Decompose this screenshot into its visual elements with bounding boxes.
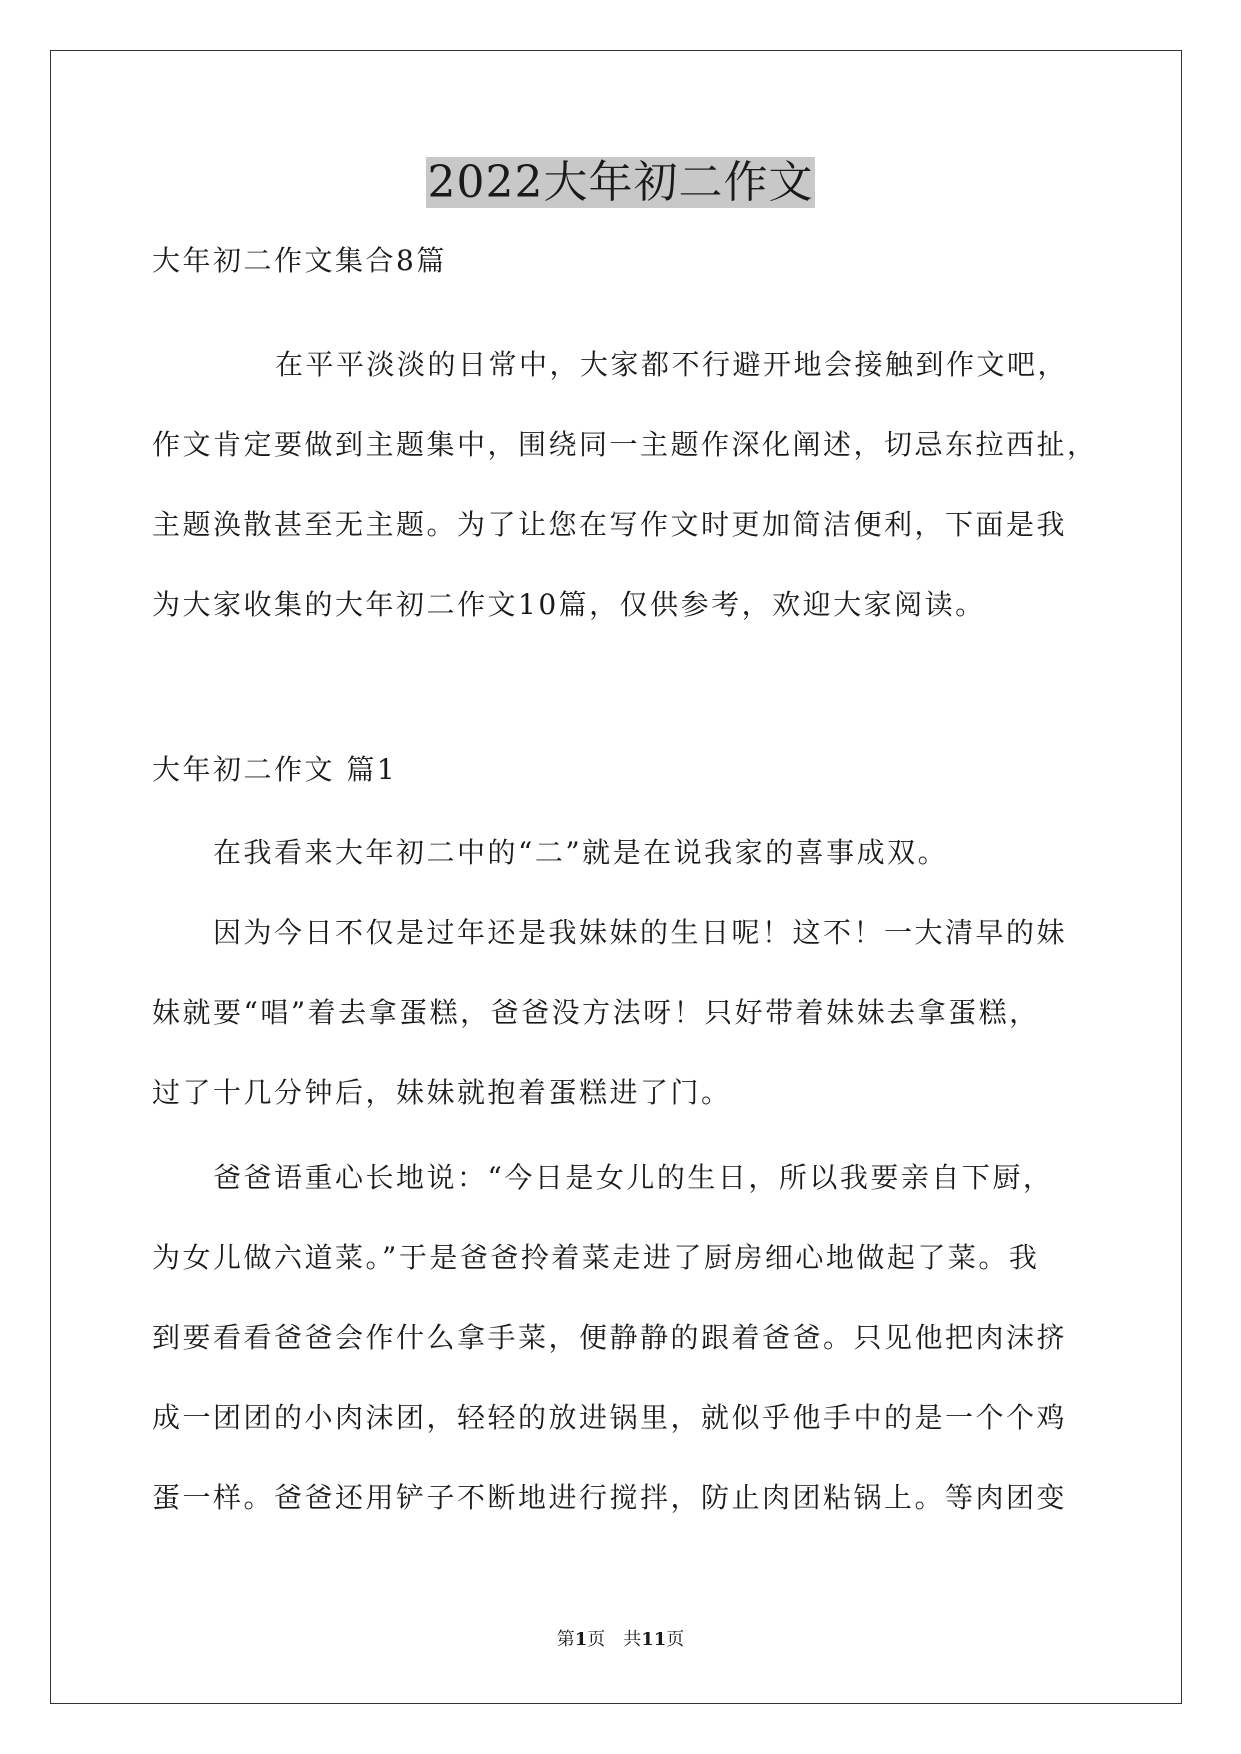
paragraph-line: 过了十几分钟后，妹妹就抱着蛋糕进了门。 xyxy=(152,1076,732,1109)
section-heading: 大年初二作文 篇1 xyxy=(152,753,398,786)
paragraph-line: 到要看看爸爸会作什么拿手菜，便静静的跟着爸爸。只见他把肉沫挤 xyxy=(152,1321,1068,1354)
intro-line: 为大家收集的大年初二作文10篇，仅供参考，欢迎大家阅读。 xyxy=(152,588,986,621)
page-footer xyxy=(0,1628,1241,1652)
paragraph-line: 爸爸语重心长地说：“今日是女儿的生日，所以我要亲自下厨， xyxy=(213,1161,1054,1194)
paragraph-line: 妹就要“唱”着去拿蛋糕，爸爸没方法呀！只好带着妹妹去拿蛋糕， xyxy=(152,996,1040,1029)
footer-page-total: 11 xyxy=(641,1629,667,1650)
paragraph-line: 因为今日不仅是过年还是我妹妹的生日呢！这不！一大清早的妹 xyxy=(213,916,1068,949)
paragraph-line: 为女儿做六道菜。”于是爸爸拎着菜走进了厨房细心地做起了菜。我 xyxy=(152,1241,1040,1274)
footer-page-number: 1 xyxy=(574,1629,588,1650)
footer-suffix: 页 xyxy=(666,1629,685,1650)
page-border xyxy=(50,50,1182,1704)
subtitle: 大年初二作文集合8篇 xyxy=(152,244,447,277)
document-title xyxy=(0,155,1241,211)
document-title-text: 2022大年初二作文 xyxy=(427,157,814,208)
paragraph-line: 成一团团的小肉沫团，轻轻的放进锅里，就似乎他手中的是一个个鸡 xyxy=(152,1401,1068,1434)
intro-line: 主题涣散甚至无主题。为了让您在写作文时更加简洁便利，下面是我 xyxy=(152,508,1068,541)
intro-line: 作文肯定要做到主题集中，围绕同一主题作深化阐述，切忌东拉西扯， xyxy=(152,428,1098,461)
paragraph-line: 在我看来大年初二中的“二”就是在说我家的喜事成双。 xyxy=(213,836,949,869)
paragraph-line: 蛋一样。爸爸还用铲子不断地进行搅拌，防止肉团粘锅上。等肉团变 xyxy=(152,1481,1068,1514)
footer-prefix: 第 xyxy=(556,1629,575,1650)
footer-mid: 页 共 xyxy=(587,1629,642,1650)
intro-line: 在平平淡淡的日常中，大家都不行避开地会接触到作文吧， xyxy=(275,348,1069,381)
